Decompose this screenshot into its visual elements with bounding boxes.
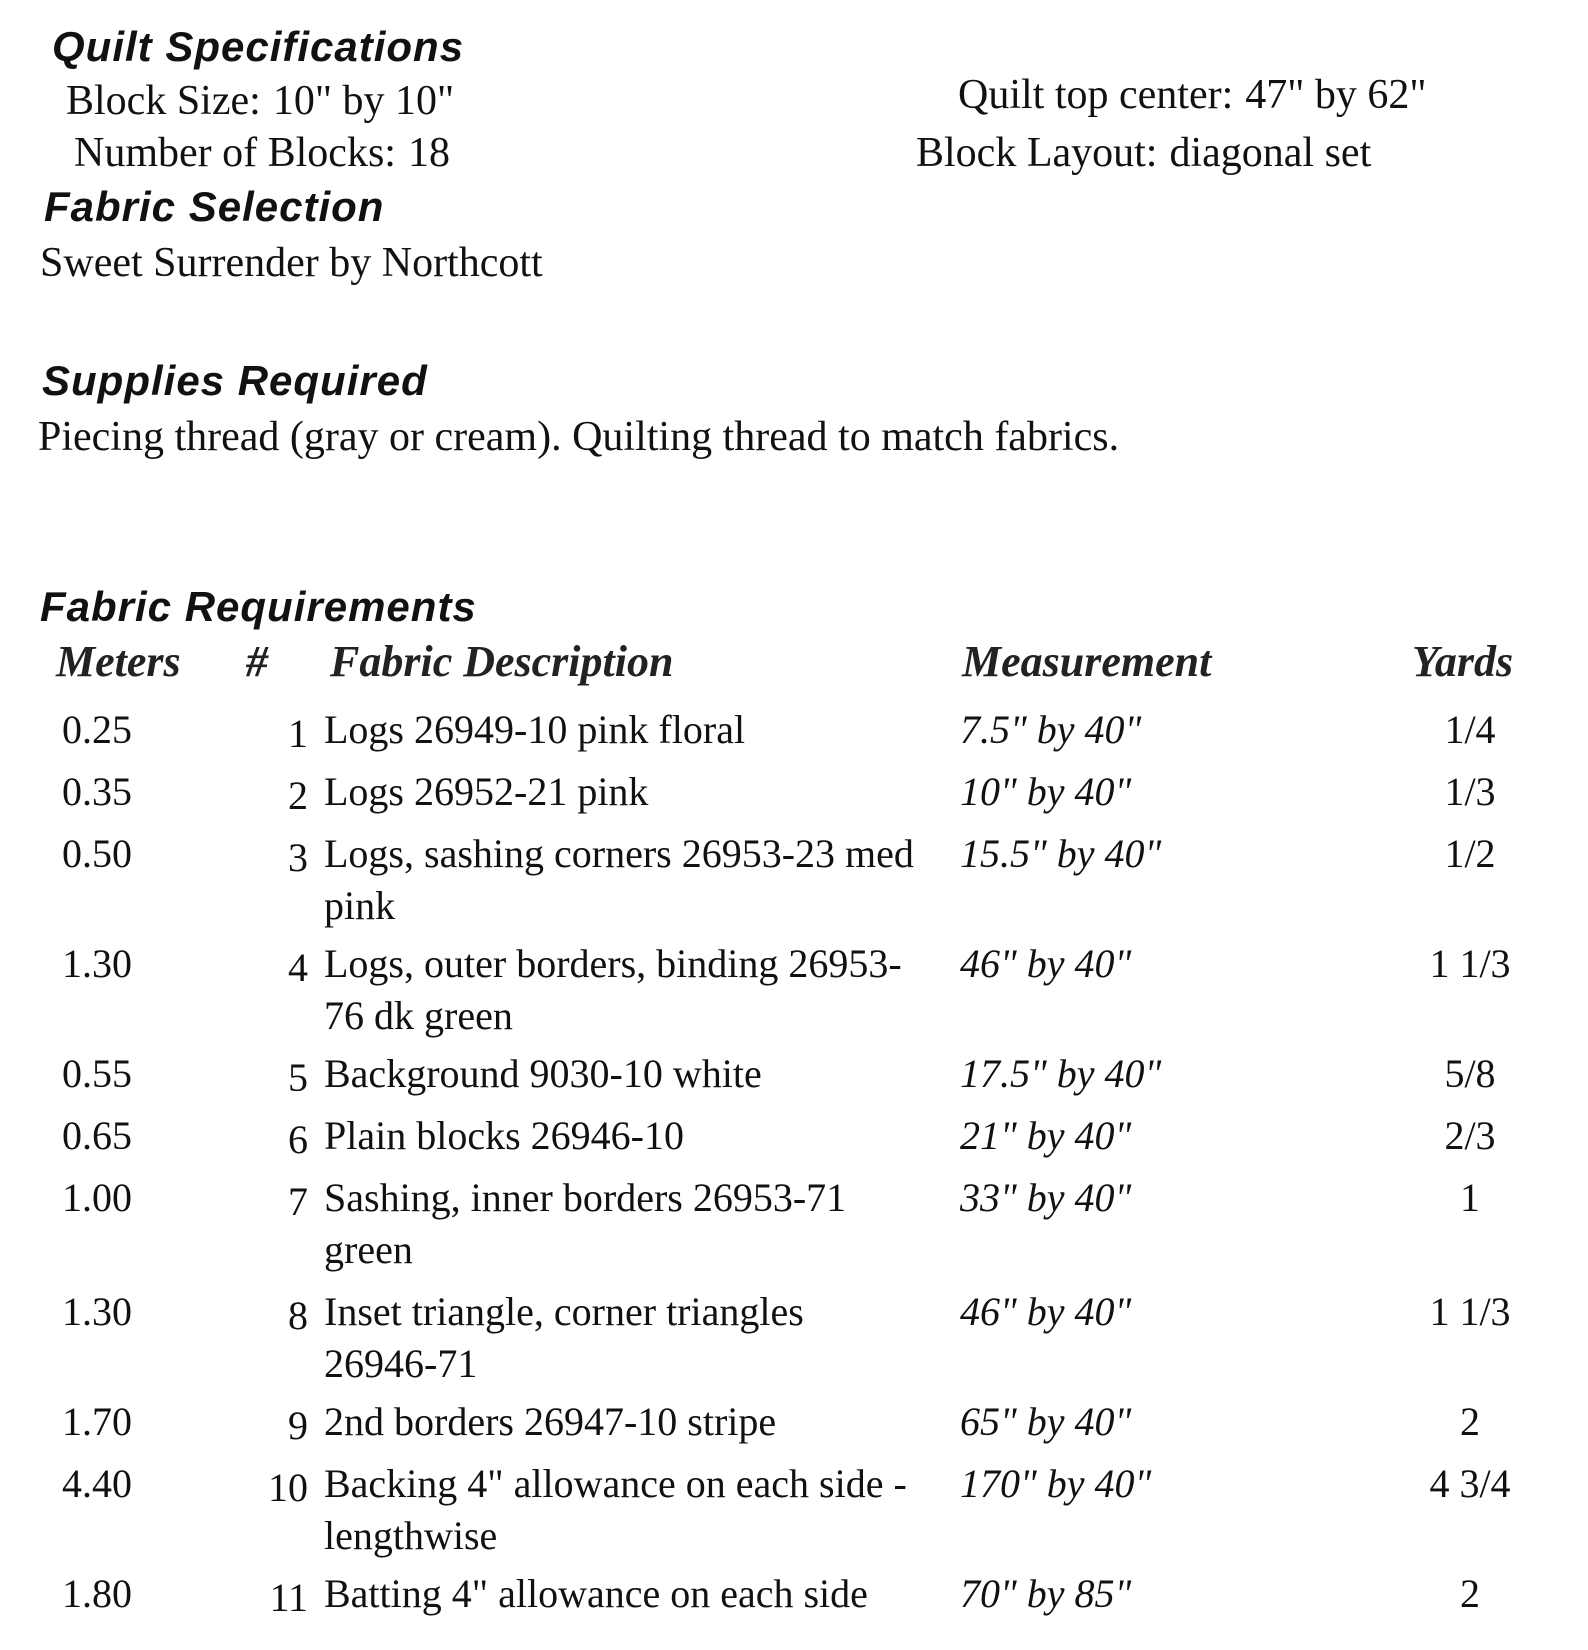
- column-header-description: Fabric Description: [330, 637, 674, 686]
- column-header-number: #: [246, 637, 268, 686]
- cell-meters: 1.80: [62, 1571, 132, 1616]
- cell-description: Logs, sashing corners 26953-23 med pink: [324, 831, 914, 928]
- column-header-measurement: Measurement: [962, 637, 1212, 686]
- cell-yards: 1: [1460, 1175, 1480, 1220]
- cell-number: 6: [288, 1117, 308, 1162]
- number-of-blocks-row: [74, 132, 462, 174]
- cell-measurement: 7.5" by 40": [960, 707, 1142, 752]
- cell-yards: 2/3: [1444, 1113, 1496, 1158]
- cell-description: Inset triangle, corner triangles 26946-71: [324, 1289, 804, 1386]
- number-of-blocks-label: Number of Blocks:: [74, 130, 396, 176]
- cell-measurement: 170" by 40": [960, 1461, 1152, 1506]
- cell-yards: 5/8: [1444, 1051, 1496, 1096]
- cell-description: Backing 4" allowance on each side - lengthwise: [324, 1461, 907, 1558]
- cell-number: 2: [288, 773, 308, 818]
- fabric-selection-heading: Fabric Selection: [44, 183, 385, 230]
- cell-description: Logs 26949-10 pink floral: [324, 707, 746, 752]
- cell-measurement: 15.5" by 40": [960, 831, 1162, 876]
- cell-measurement: 70" by 85": [960, 1571, 1132, 1616]
- cell-meters: 1.30: [62, 1289, 132, 1334]
- supplies-required-heading: Supplies Required: [42, 357, 428, 404]
- quilt-top-center-row: [958, 74, 1439, 116]
- column-header-yards: Yards: [1412, 637, 1514, 686]
- cell-yards: 1/2: [1444, 831, 1496, 876]
- block-layout-value: diagonal set: [1169, 130, 1372, 176]
- block-size-label: Block Size:: [66, 78, 261, 124]
- block-layout-row: [916, 132, 1383, 174]
- cell-measurement: 21" by 40": [960, 1113, 1132, 1158]
- cell-number: 5: [288, 1055, 308, 1100]
- fabric-selection-text: Sweet Surrender by Northcott: [40, 240, 543, 286]
- cell-measurement: 65" by 40": [960, 1399, 1132, 1444]
- cell-meters: 4.40: [62, 1461, 132, 1506]
- block-size-row: [66, 80, 466, 122]
- cell-number: 9: [288, 1403, 308, 1448]
- cell-number: 3: [288, 835, 308, 880]
- fabric-requirements-heading: Fabric Requirements: [40, 583, 477, 630]
- cell-meters: 0.65: [62, 1113, 132, 1158]
- cell-description: 2nd borders 26947-10 stripe: [324, 1399, 777, 1444]
- cell-meters: 0.50: [62, 831, 132, 876]
- cell-meters: 0.25: [62, 707, 132, 752]
- quilt-top-center-label: Quilt top center:: [958, 72, 1234, 118]
- cell-description: Background 9030-10 white: [324, 1051, 762, 1096]
- cell-measurement: 33" by 40": [960, 1175, 1132, 1220]
- cell-number: 4: [288, 945, 308, 990]
- cell-description: Sashing, inner borders 26953-71 green: [324, 1175, 847, 1272]
- cell-number: 1: [288, 711, 308, 756]
- cell-measurement: 17.5" by 40": [960, 1051, 1162, 1096]
- cell-yards: 2: [1460, 1399, 1480, 1444]
- cell-description: Logs, outer borders, binding 26953-76 dk green: [324, 941, 902, 1038]
- cell-number: 8: [288, 1293, 308, 1338]
- block-size-value: 10" by 10": [272, 78, 455, 124]
- cell-yards: 1 1/3: [1429, 1289, 1511, 1334]
- quilt-specifications-heading: Quilt Specifications: [52, 23, 465, 70]
- cell-number: 11: [269, 1575, 308, 1620]
- cell-yards: 1 1/3: [1429, 941, 1511, 986]
- cell-yards: 2: [1460, 1571, 1480, 1616]
- cell-description: Logs 26952-21 pink: [324, 769, 649, 814]
- cell-description: Plain blocks 26946-10: [324, 1113, 684, 1158]
- cell-description: Batting 4" allowance on each side: [324, 1571, 868, 1616]
- cell-meters: 0.55: [62, 1051, 132, 1096]
- cell-number: 10: [268, 1465, 308, 1510]
- quilt-top-center-value: 47" by 62": [1245, 72, 1427, 118]
- cell-meters: 1.70: [62, 1399, 132, 1444]
- block-layout-label: Block Layout:: [916, 130, 1158, 176]
- cell-meters: 1.30: [62, 941, 132, 986]
- cell-measurement: 46" by 40": [960, 1289, 1132, 1334]
- cell-measurement: 46" by 40": [960, 941, 1132, 986]
- number-of-blocks-value: 18: [407, 130, 450, 176]
- cell-yards: 1/4: [1444, 707, 1496, 752]
- cell-meters: 0.35: [62, 769, 132, 814]
- cell-measurement: 10" by 40": [960, 769, 1132, 814]
- cell-yards: 4 3/4: [1429, 1461, 1511, 1506]
- cell-yards: 1/3: [1444, 769, 1496, 814]
- supplies-required-text: Piecing thread (gray or cream). Quilting thread to match fabrics.: [38, 414, 1120, 460]
- column-header-meters: Meters: [56, 637, 181, 686]
- cell-number: 7: [288, 1179, 308, 1224]
- cell-meters: 1.00: [62, 1175, 132, 1220]
